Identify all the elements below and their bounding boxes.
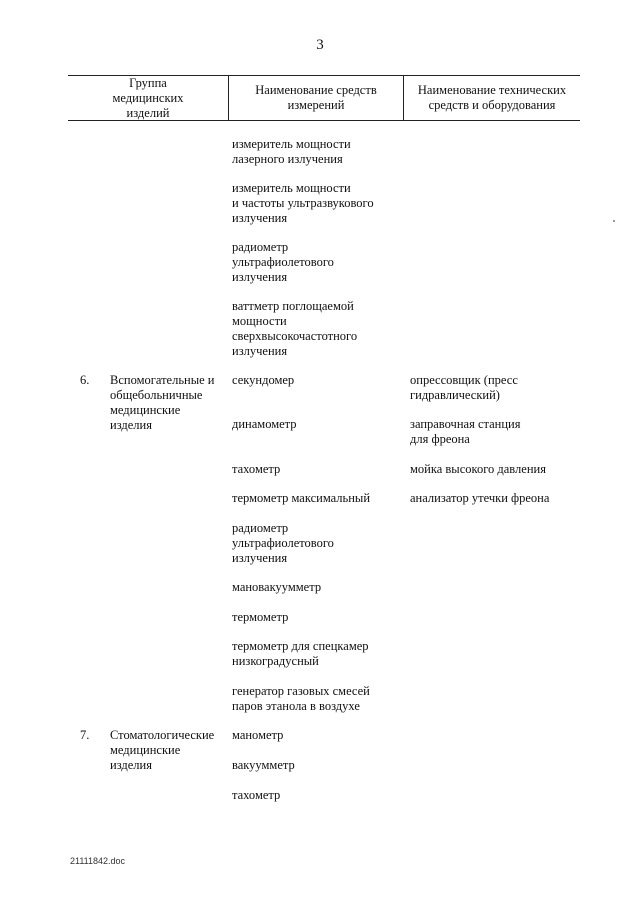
header-col-equipment [404,83,580,113]
header-line: изделий [126,106,170,120]
header-line: Наименование средств [255,83,377,97]
measuring-item: манометр [232,728,284,742]
equipment-item: мойка высокого давления [410,462,546,476]
measuring-item: термометр максимальный [232,491,371,505]
measuring-item: динамометр [232,417,297,431]
measuring-item: термометр для спецкамер низкоградусный [232,639,369,668]
footer-filename: 21111842.doc [70,856,126,866]
page-number: 3 [316,37,324,53]
header-line: измерений [287,98,345,112]
measuring-item: радиометр ультрафиолетового излучения [232,521,334,565]
group-number: 7. [80,728,90,742]
header-col-group [68,76,228,121]
measuring-item: тахометр [232,462,281,476]
measuring-item: вакуумметр [232,758,295,772]
header-line: Группа [129,76,167,90]
header-line: Наименование технических [417,83,567,97]
measuring-item: мановакуумметр [232,580,322,594]
measuring-item: термометр [232,610,289,624]
margin-dot [613,220,615,222]
measuring-item: ваттметр поглощаемой мощности сверхвысокочастотного излучения [232,299,358,358]
equipment-item: опрессовщик (пресс гидравлический) [410,373,518,402]
measuring-item: измеритель мощности и частоты ультразвукового излучения [232,181,374,225]
header-line: средств и оборудования [428,98,556,112]
measuring-item: секундомер [232,373,295,387]
header-line: медицинских [112,91,184,105]
group-name: Вспомогательные и общебольничные медицинские изделия [110,373,215,432]
measuring-item: тахометр [232,788,281,802]
measuring-item: генератор газовых смесей паров этанола в воздухе [232,684,370,713]
measuring-item: измеритель мощности лазерного излучения [232,137,351,166]
equipment-item: заправочная станция для фреона [410,417,521,446]
measuring-item: радиометр ультрафиолетового излучения [232,240,334,284]
header-col-measuring [229,83,403,113]
equipment-item: анализатор утечки фреона [410,491,550,505]
group-number: 6. [80,373,90,387]
group-name: Стоматологические медицинские изделия [110,728,215,772]
